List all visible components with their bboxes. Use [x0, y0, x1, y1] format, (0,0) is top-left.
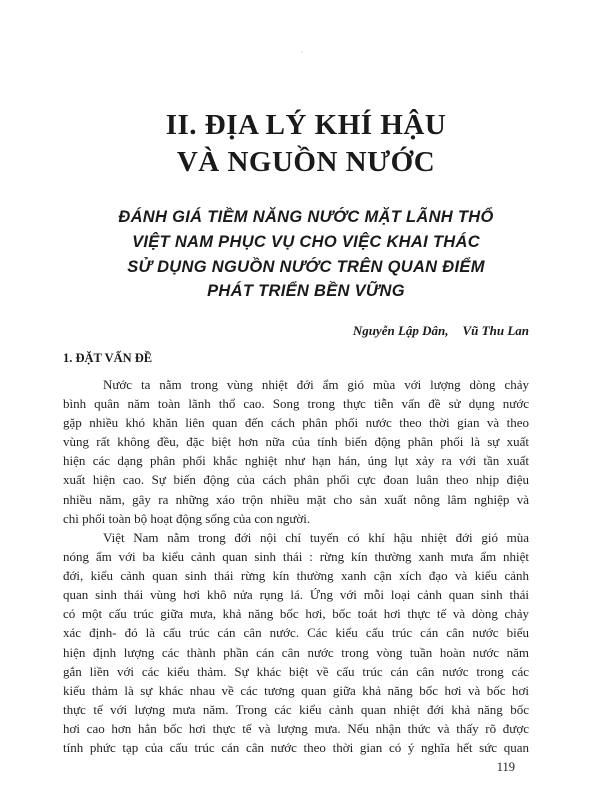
paragraph-line: chi phối toàn bộ hoạt động sống của con người. — [63, 510, 311, 526]
article-title-line-4: PHÁT TRIỂN BỀN VỮNG — [207, 282, 405, 300]
author-line — [353, 323, 529, 339]
section-heading: 1. ĐẶT VẤN ĐỀ — [63, 351, 153, 365]
author-first: Nguyễn Lập Dân, — [352, 323, 449, 338]
section-title-line-1: II. ĐỊA LÝ KHÍ HẬU — [165, 109, 447, 141]
paragraph-line: Việt Nam nằm trong đới nội chí tuyến có khí hậu nhiệt đới gió mùa — [103, 530, 529, 545]
paragraph-line: có một cấu trúc giữa mưa, khả năng bốc hơi, bốc toát hơi thực tế và dòng chảy — [63, 606, 529, 622]
scan-speck: · — [301, 50, 303, 56]
paragraph-line: xác định- đó là cấu trúc cán cân nước. Các kiểu cấu trúc cán cân nước biểu — [63, 625, 529, 641]
author-second: Vũ Thu Lan — [462, 323, 529, 338]
paragraph-2 — [63, 528, 529, 757]
article-title-line-1: ĐÁNH GIÁ TIỀM NĂNG NƯỚC MẶT LÃNH THỔ — [118, 208, 494, 226]
paragraph-line: hiện các dạng phân phối khắc nghiệt như hạn hán, úng lụt xảy ra với tần xuất — [63, 453, 529, 469]
paragraph-line: gặp nhiều khó khăn liên quan đến cách phân phối nước theo thời gian và theo — [63, 415, 529, 431]
paragraph-line: nhiều năm, gây ra những xáo trộn nhiều mặt cho sản xuất nông lâm nghiệp và — [63, 491, 529, 507]
page-number: 119 — [496, 760, 515, 774]
paragraph-1 — [63, 375, 529, 528]
paragraph-line: xuất hiện cao. Sự biến động của cách phân phối cực đoan luân theo nhịp điệu — [63, 472, 529, 488]
paragraph-line: hiện định lượng các thành phần cán cân nước trong vòng tuần hoàn nước năm — [63, 644, 529, 660]
paragraph-line: thực tế với lượng mưa năm. Trong các kiểu cảnh quan nhiệt đới khả năng bốc — [63, 701, 529, 717]
article-title-line-3: SỬ DỤNG NGUỒN NƯỚC TRÊN QUAN ĐIỂM — [127, 258, 485, 276]
paragraph-line: tính phức tạp của cấu trúc cán cân nước theo thời gian có ý nghĩa hết sức quan — [63, 740, 529, 756]
section-title-line-2: VÀ NGUỒN NƯỚC — [176, 146, 436, 178]
paragraph-line: gắn liền với các kiểu thảm. Sự khác biệt về cấu trúc cán cân nước trong các — [63, 663, 529, 679]
article-title-line-2: VIỆT NAM PHỤC VỤ CHO VIỆC KHAI THÁC — [132, 233, 480, 251]
paragraph-line: nóng ẩm với ba kiểu cảnh quan sinh thái : rừng kín thường xanh mưa ẩm nhiệt — [63, 549, 529, 565]
paragraph-line: đới, kiểu cảnh quan sinh thái rừng kín thường xanh cận xích đạo và kiểu cảnh — [63, 568, 529, 584]
paragraph-line: quan sinh thái vùng hơi khô nửa rụng lá. Ứng với mỗi loại cảnh quan sinh thái — [63, 587, 529, 603]
paragraph-line: vùng rất không đều, đặc biệt hơn nữa của tính biến động phân phối là sự xuất — [63, 434, 529, 450]
paragraph-line: bình quân năm toàn lãnh thổ cao. Song trong thực tiễn vấn đề sử dụng nước — [63, 396, 529, 412]
paragraph-line: kiểu thảm là sự khác nhau về các tương quan giữa khả năng bốc hơi và bốc hơi — [63, 682, 529, 698]
paragraph-line: Nước ta nằm trong vùng nhiệt đới ẩm gió mùa với lượng dòng chảy — [103, 377, 529, 392]
paragraph-line: hơi cao hơn hẳn bốc hơi thực tế và lượng mưa. Nếu nhận thức và thấy rõ được — [63, 720, 529, 736]
